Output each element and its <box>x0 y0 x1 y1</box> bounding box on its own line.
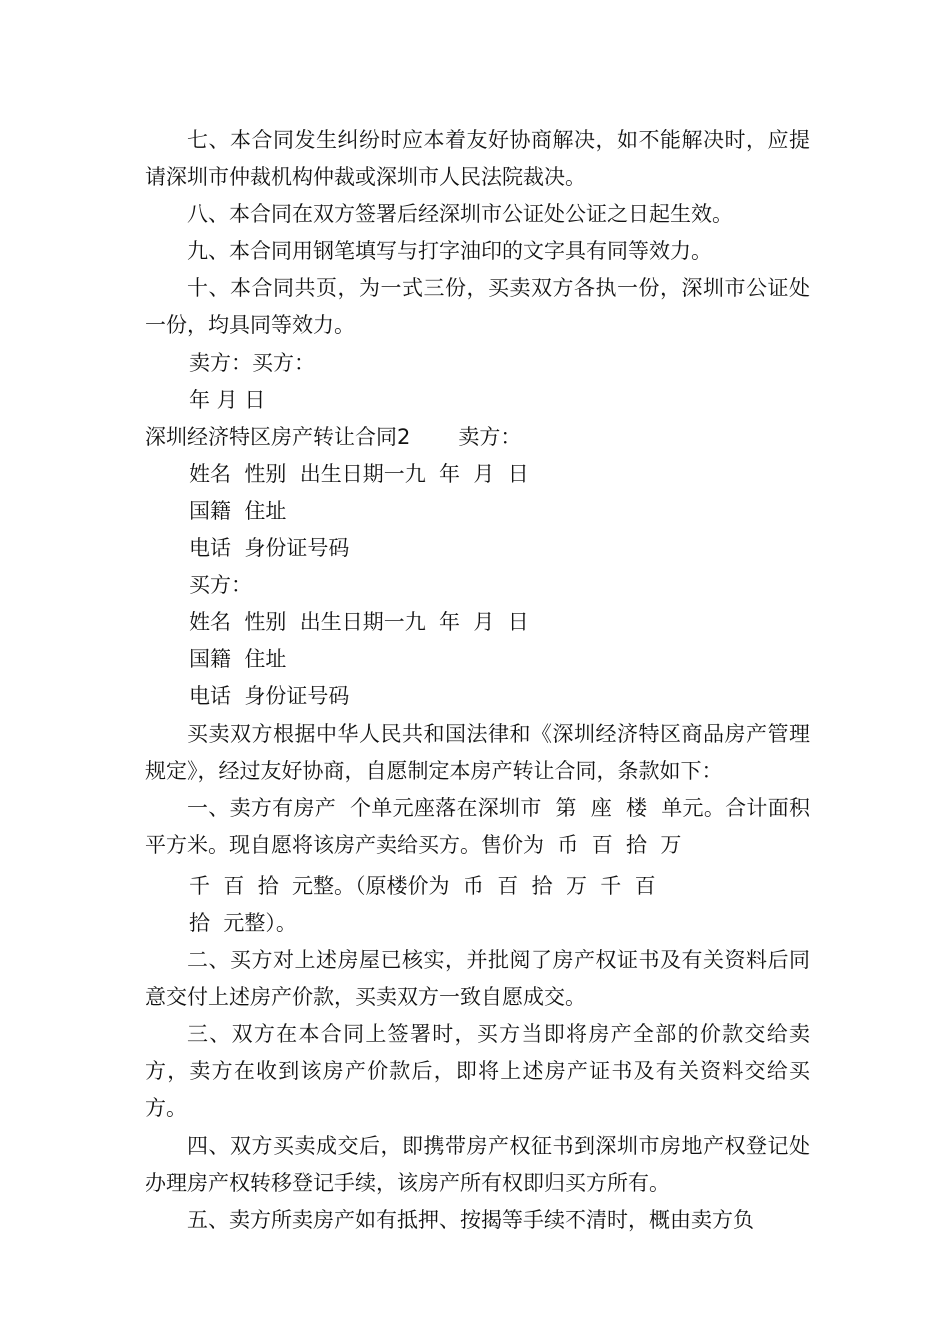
buyer-fields-phone: 电话 身份证号码 <box>189 684 350 709</box>
clause-1-part-b: 千 百 拾 元整。（原楼价为 币 百 拾 万 千 百 <box>189 873 656 898</box>
contract-2-title: 深圳经济特区房产转让合同2 <box>145 424 411 449</box>
intro-paragraph: 买卖双方根据中华人民共和国法律和《深圳经济特区商品房产管理规定》，经过友好协商，自愿制定本房产转让合同，条款如下： <box>145 721 810 783</box>
clause-2: 二、买方对上述房屋已核实，并批阅了房产权证书及有关资料后同意交付上述房产价款，买卖双方一致自愿成交。 <box>145 948 810 1010</box>
clause-7: 七、本合同发生纠纷时应本着友好协商解决，如不能解决时，应提请深圳市仲裁机构仲裁或深圳市人民法院裁决。 <box>145 128 810 190</box>
clause-5: 五、卖方所卖房产如有抵押、按揭等手续不清时，概由卖方负 <box>187 1207 754 1232</box>
contract-2-heading <box>145 419 810 456</box>
signature-line: 卖方：买方： <box>189 350 315 375</box>
seller-fields-name: 姓名 性别 出生日期一九 年 月 日 <box>189 461 529 486</box>
buyer-fields-nationality: 国籍 住址 <box>189 647 287 672</box>
clause-8: 八、本合同在双方签署后经深圳市公证处公证之日起生效。 <box>187 202 733 227</box>
buyer-fields-name: 姓名 性别 出生日期一九 年 月 日 <box>189 610 529 635</box>
buyer-label: 买方： <box>189 573 252 598</box>
seller-fields-phone: 电话 身份证号码 <box>189 536 350 561</box>
clause-10: 十、本合同共页，为一式三份，买卖双方各执一份，深圳市公证处一份，均具同等效力。 <box>145 276 810 338</box>
clause-1-part-c: 拾 元整）。 <box>189 910 297 935</box>
seller-fields-nationality: 国籍 住址 <box>189 498 287 523</box>
clause-1-part-a: 一、卖方有房产 个单元座落在深圳市 第 座 楼 单元。合计面积 平方米。现自愿将该房产卖给买方。售价为 币 百 拾 万 <box>145 795 824 857</box>
clause-9: 九、本合同用钢笔填写与打字油印的文字具有同等效力。 <box>187 239 712 264</box>
seller-label: 卖方： <box>458 424 522 449</box>
date-line: 年 月 日 <box>189 387 266 412</box>
clause-3: 三、双方在本合同上签署时，买方当即将房产全部的价款交给卖方，卖方在收到该房产价款后，即将上述房产证书及有关资料交给买方。 <box>145 1022 810 1121</box>
document-body <box>145 122 824 1239</box>
clause-4: 四、双方买卖成交后，即携带房产权征书到深圳市房地产权登记处办理房产权转移登记手续，该房产所有权即归买方所有。 <box>145 1133 810 1195</box>
